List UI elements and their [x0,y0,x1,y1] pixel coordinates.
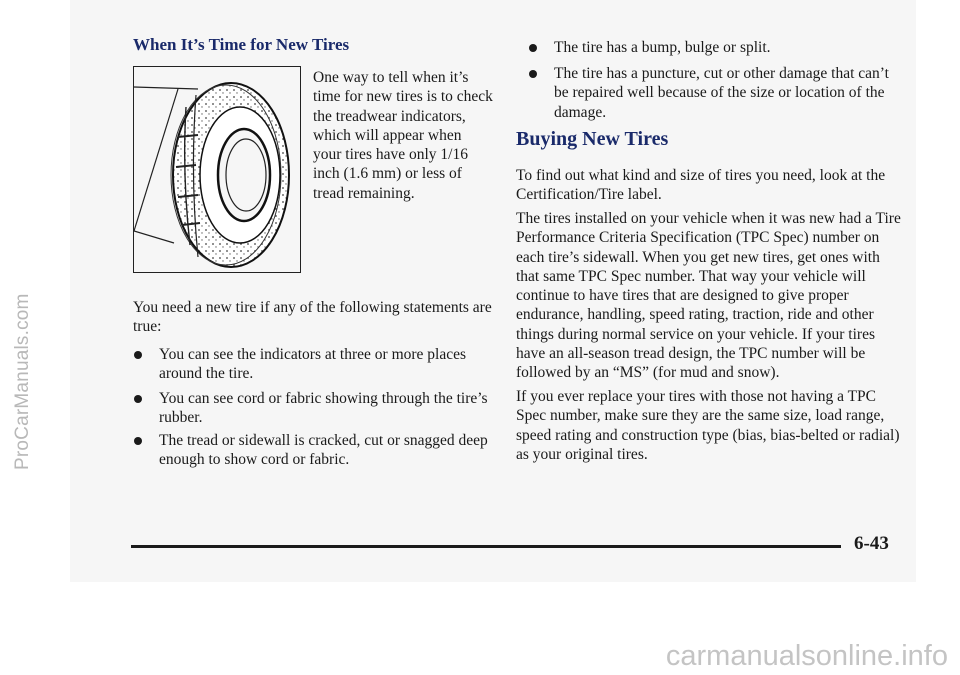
bullet-text: The tread or sidewall is cracked, cut or snagged deep enough to show cord or fabric. [159,432,488,469]
bullet-dot-icon [529,70,537,78]
bullet-item [528,64,898,122]
watermark-procarmanuals: ProCarManuals.com [12,293,33,470]
tire-illustration [133,66,301,273]
bullet-item [133,345,493,384]
page-number: 6-43 [854,533,889,554]
footer-rule [131,545,841,548]
bullet-item [133,389,493,428]
bullet-dot-icon [134,351,142,359]
buying-paragraph: To find out what kind and size of tires you need, look at the Certification/Tire label. [516,167,886,204]
tire-treadwear-icon [134,67,299,271]
bullet-item [133,431,493,470]
bullet-text: The tire has a puncture, cut or other damage that can’t be repaired well because of the size or location of the damage. [554,65,889,121]
bullet-dot-icon [134,437,142,445]
bullet-dot-icon [134,395,142,403]
buying-paragraph: The tires installed on your vehicle when it was new had a Tire Performance Criteria Specification (TPC Spec) number on each tire’s sidewall. When you get new tires, get ones with that same TPC Spec number. That way your vehicle will continue to have tires that are designed to give proper endurance, handling, speed rating, traction, ride and other things during normal service on your vehicle. If your tires have an all-season tread design, the TPC number will be followed by an “MS” (for mud and snow). [516,210,901,382]
intro-paragraph: One way to tell when it’s time for new tires is to check the treadwear indicators, which will appear when your tires have only 1/16 inch (1.6 mm) or less of tread remaining. [313,69,493,202]
need-statement: You need a new tire if any of the following statements are true: [133,299,492,336]
bullet-text: You can see cord or fabric showing through the tire’s rubber. [159,390,488,427]
bullet-text: You can see the indicators at three or more places around the tire. [159,346,467,383]
section-heading-buying-tires: Buying New Tires [516,128,669,150]
section-heading-new-tires: When It’s Time for New Tires [133,35,350,54]
bullet-item [528,38,898,57]
bullet-dot-icon [529,44,537,52]
watermark-carmanualsonline: carmanualsonline.info [665,640,948,672]
buying-paragraph: If you ever replace your tires with those not having a TPC Spec number, make sure they are the same size, load range, speed rating and construction type (bias, bias-belted or radial) as your original tires. [516,388,900,463]
bullet-text: The tire has a bump, bulge or split. [554,39,771,56]
